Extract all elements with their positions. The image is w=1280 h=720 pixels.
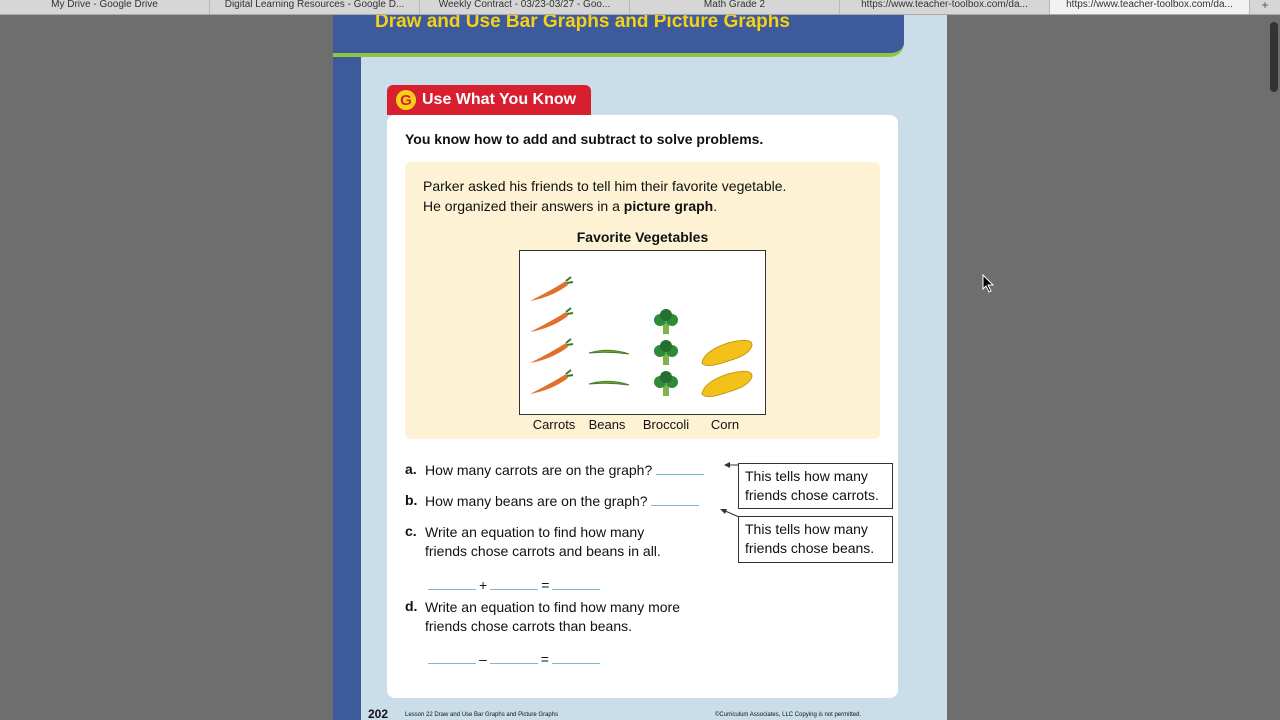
section-label: Use What You Know bbox=[422, 91, 577, 108]
equation-d-blank-3[interactable] bbox=[552, 662, 600, 664]
minus-sign: – bbox=[479, 651, 487, 667]
arrow-head-beans bbox=[720, 509, 727, 514]
carrot-body bbox=[530, 281, 568, 301]
question-b-letter: b. bbox=[405, 492, 418, 508]
intro-text: You know how to add and subtract to solve problems. bbox=[405, 131, 764, 147]
question-c-letter: c. bbox=[405, 523, 417, 539]
tab-my-drive[interactable]: My Drive - Google Drive bbox=[0, 0, 210, 14]
cursor-shape bbox=[983, 275, 993, 292]
broccoli-floret bbox=[660, 371, 672, 383]
question-c-line-2: friends chose carrots and beans in all. bbox=[425, 543, 661, 559]
category-label-carrots: Carrots bbox=[532, 417, 576, 432]
carrot-body bbox=[530, 343, 568, 363]
callout-carrots bbox=[738, 463, 893, 509]
callout-beans-line-2: friends chose beans. bbox=[745, 540, 875, 556]
picture-graph-svg bbox=[520, 251, 765, 414]
problem-line-2-pre: He organized their answers in a bbox=[423, 198, 624, 214]
page-left-band bbox=[333, 15, 361, 720]
bean-icon bbox=[589, 381, 629, 385]
section-g-icon: G bbox=[396, 90, 416, 110]
use-what-you-know-tab bbox=[387, 85, 591, 115]
carrot-icon bbox=[530, 308, 573, 332]
corn-icon bbox=[702, 371, 752, 396]
answer-blank-a[interactable] bbox=[656, 473, 704, 475]
question-b-prompt: How many beans are on the graph? bbox=[425, 493, 648, 509]
equation-c bbox=[425, 577, 603, 593]
question-a-prompt: How many carrots are on the graph? bbox=[425, 462, 653, 478]
arrow-head-carrots bbox=[724, 462, 730, 468]
carrot-top bbox=[566, 339, 573, 345]
callout-carrots-line-1: This tells how many bbox=[745, 468, 868, 484]
equals-sign-d: = bbox=[540, 651, 549, 667]
problem-panel bbox=[405, 162, 880, 439]
corn-icon bbox=[702, 340, 752, 365]
problem-line-2-bold: picture graph bbox=[623, 198, 714, 214]
bean-icon bbox=[589, 350, 629, 354]
equals-sign-c: = bbox=[541, 577, 550, 593]
page-scrollbar[interactable] bbox=[1270, 22, 1278, 92]
chart-title: Favorite Vegetables bbox=[576, 229, 709, 245]
carrot-icon bbox=[530, 339, 573, 363]
page-number: 202 bbox=[368, 707, 389, 720]
mouse-cursor-icon bbox=[982, 274, 996, 294]
question-b-text bbox=[425, 492, 699, 511]
category-label-corn: Corn bbox=[710, 417, 740, 432]
question-d-text bbox=[425, 598, 680, 636]
carrot-icon bbox=[530, 277, 573, 301]
carrot-top bbox=[566, 308, 573, 314]
answer-blank-b[interactable] bbox=[651, 504, 699, 506]
carrot-top bbox=[566, 277, 573, 283]
carrot-icon bbox=[530, 370, 573, 394]
equation-c-blank-1[interactable] bbox=[428, 588, 476, 590]
bean-body bbox=[589, 350, 629, 354]
footer-copyright: ©Curriculum Associates, LLC Copying is not permitted. bbox=[715, 712, 862, 718]
carrot-body bbox=[530, 374, 568, 394]
question-d-line-1: Write an equation to find how many more bbox=[425, 599, 680, 615]
broccoli-floret bbox=[660, 340, 672, 352]
footer-lesson: Lesson 22 Draw and Use Bar Graphs and Picture Graphs bbox=[405, 712, 559, 718]
equation-d-blank-2[interactable] bbox=[490, 662, 538, 664]
question-c-text bbox=[425, 523, 661, 561]
category-label-beans: Beans bbox=[588, 417, 626, 432]
callout-beans bbox=[738, 516, 893, 563]
question-c-line-1: Write an equation to find how many bbox=[425, 524, 645, 540]
lesson-banner bbox=[333, 15, 904, 57]
tab-math-grade-2[interactable]: Math Grade 2 bbox=[630, 0, 840, 14]
problem-line-1: Parker asked his friends to tell him their favorite vegetable. bbox=[423, 178, 787, 194]
category-label-broccoli: Broccoli bbox=[642, 417, 690, 432]
broccoli-icon bbox=[654, 371, 678, 396]
problem-line-2-post: . bbox=[713, 198, 718, 214]
question-a-text bbox=[425, 461, 704, 480]
broccoli-icon bbox=[654, 309, 678, 334]
browser-tab-bar bbox=[0, 0, 1280, 15]
question-a-letter: a. bbox=[405, 461, 417, 477]
callout-carrots-line-2: friends chose carrots. bbox=[745, 487, 879, 503]
question-d-line-2: friends chose carrots than beans. bbox=[425, 618, 633, 634]
equation-c-blank-3[interactable] bbox=[552, 588, 600, 590]
corn-body bbox=[702, 371, 752, 396]
callout-beans-line-1: This tells how many bbox=[745, 521, 868, 537]
carrot-body bbox=[530, 312, 568, 332]
tab-teacher-toolbox-2[interactable]: https://www.teacher-toolbox.com/da... bbox=[1050, 0, 1250, 14]
tab-teacher-toolbox-1[interactable]: https://www.teacher-toolbox.com/da... bbox=[840, 0, 1050, 14]
equation-d-blank-1[interactable] bbox=[428, 662, 476, 664]
equation-d bbox=[425, 651, 603, 667]
callout-arrows bbox=[718, 459, 743, 521]
carrot-top bbox=[566, 370, 573, 376]
question-d-letter: d. bbox=[405, 598, 418, 614]
new-tab-button[interactable]: + bbox=[1261, 0, 1269, 12]
problem-line-2 bbox=[423, 196, 786, 216]
equation-c-blank-2[interactable] bbox=[490, 588, 538, 590]
bean-body bbox=[589, 381, 629, 385]
broccoli-icon bbox=[654, 340, 678, 365]
broccoli-floret bbox=[660, 309, 672, 321]
tab-digital-learning[interactable]: Digital Learning Resources - Google D... bbox=[210, 0, 420, 14]
corn-body bbox=[702, 340, 752, 365]
tab-weekly-contract[interactable]: Weekly Contract - 03/23-03/27 - Goo... bbox=[420, 0, 630, 14]
picture-graph bbox=[519, 250, 766, 415]
plus-sign: + bbox=[479, 577, 488, 593]
banner-title: Draw and Use Bar Graphs and Picture Graphs bbox=[375, 15, 790, 32]
problem-text bbox=[423, 176, 786, 216]
workbook-page bbox=[333, 15, 947, 720]
